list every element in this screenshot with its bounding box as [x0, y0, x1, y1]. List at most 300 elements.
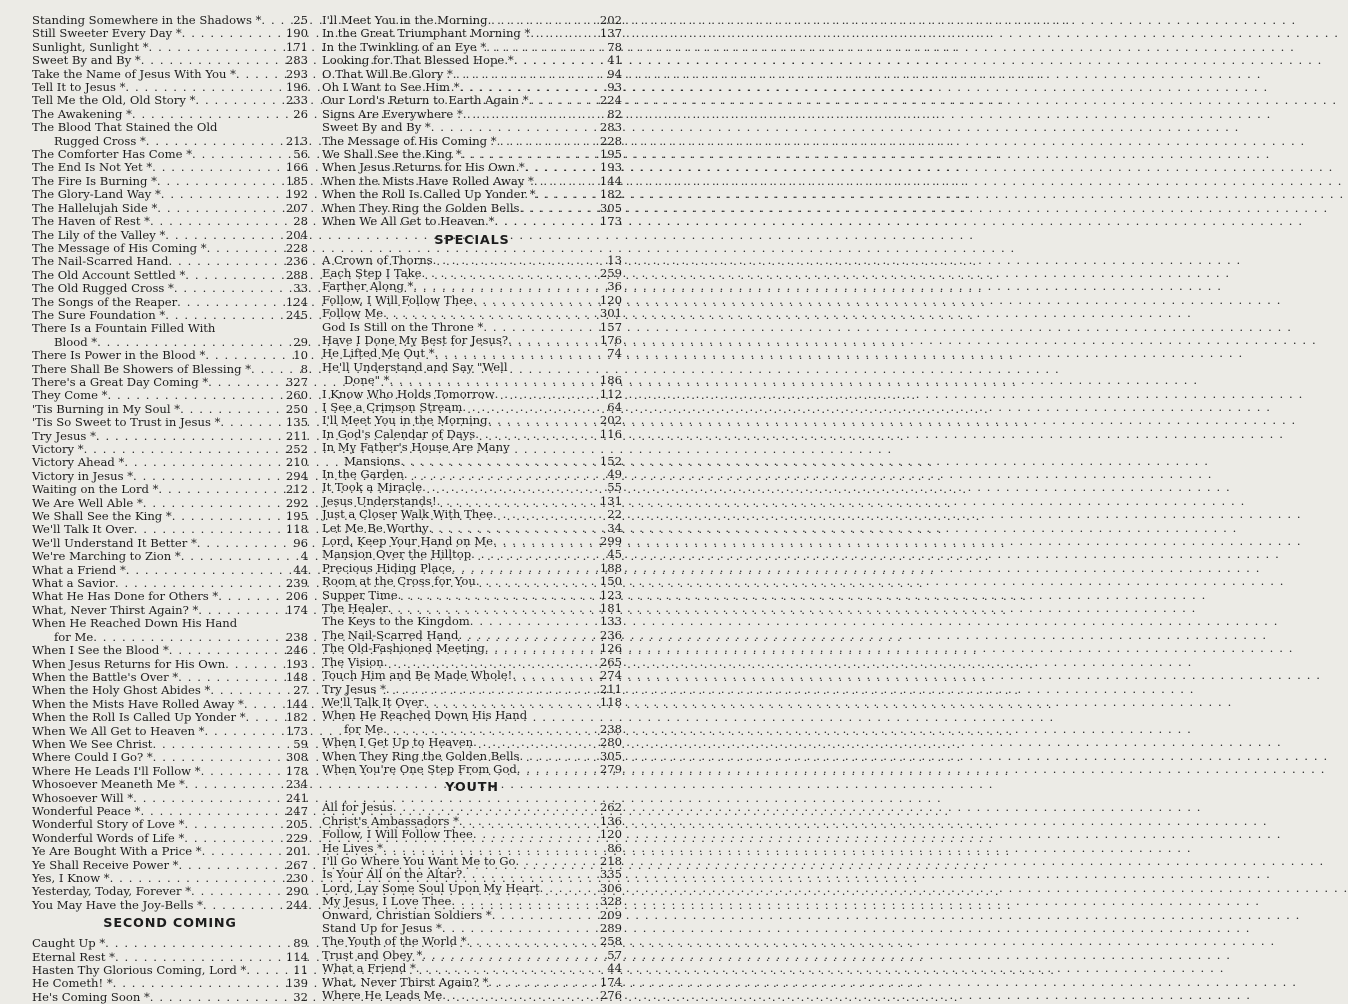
entry-page-number: 41	[607, 53, 622, 68]
leader-dots	[534, 175, 599, 188]
index-entry	[32, 805, 308, 818]
entry-title: Sweet By and By *	[322, 120, 431, 135]
entry-page-number: 247	[285, 803, 308, 818]
index-entry	[32, 899, 308, 912]
entry-title: We Are Well Able *	[32, 495, 143, 510]
leader-dots	[488, 414, 599, 427]
entry-title: We'll Talk It Over	[322, 694, 424, 709]
entry-page-number: 213	[285, 133, 308, 148]
leader-dots	[393, 801, 599, 814]
index-entry	[322, 855, 622, 868]
entry-page-number: 176	[599, 332, 622, 347]
entry-page-number: 171	[285, 39, 308, 54]
leader-dots	[536, 188, 599, 201]
leader-dots	[398, 589, 599, 602]
entry-page-number: 133	[599, 614, 622, 629]
entry-page-number: 126	[599, 641, 622, 656]
entry-title: Follow, I Will Follow Thee	[322, 292, 473, 307]
leader-dots	[389, 374, 598, 387]
entry-title: A Crown of Thorns	[322, 252, 433, 267]
entry-page-number: 328	[599, 894, 622, 909]
entry-title: Room at the Cross for You	[322, 574, 476, 589]
index-entry	[32, 296, 308, 309]
index-entry	[32, 456, 308, 469]
entry-page-number: 279	[599, 761, 622, 776]
index-entry	[32, 564, 308, 577]
index-entry	[32, 202, 308, 215]
entry-title: The Comforter Has Come *	[32, 147, 192, 162]
index-entry	[32, 832, 308, 845]
leader-dots	[185, 269, 285, 282]
index-entry	[322, 414, 622, 427]
entry-page-number: 93	[607, 80, 622, 95]
entry-page-number: 195	[599, 147, 622, 162]
entry-title: Precious Hiding Place	[322, 560, 452, 575]
entry-title: I'll Meet You in the Morning	[322, 413, 488, 428]
entry-title: He Cometh! *	[32, 976, 113, 991]
entry-title: When They Ring the Golden Bells	[322, 200, 520, 215]
leader-dots	[437, 495, 599, 508]
index-entry	[32, 54, 308, 67]
entry-page-number: 144	[599, 173, 622, 188]
leader-dots	[165, 309, 285, 322]
entry-page-number: 144	[285, 696, 308, 711]
index-entry	[32, 577, 308, 590]
index-entry	[32, 751, 308, 764]
entry-title: Hasten Thy Glorious Coming, Lord *	[32, 963, 247, 978]
index-entry	[32, 698, 308, 711]
entry-title: The Healer	[322, 601, 388, 616]
entry-title: Touch Him and Be Made Whole!	[322, 668, 513, 683]
entry-title: Where He Leads I'll Follow *	[32, 763, 201, 778]
entry-title: We'll Understand It Better *	[32, 535, 197, 550]
entry-page-number: 306	[599, 880, 622, 895]
entry-title: In God's Calendar of Days	[322, 426, 476, 441]
leader-dots	[210, 684, 292, 697]
entry-title: There Shall Be Showers of Blessing *	[32, 361, 252, 376]
entry-title: Sunlight, Sunlight *	[32, 39, 149, 54]
index-entry	[32, 94, 308, 107]
entry-title: Just a Closer Walk With Thee	[322, 507, 493, 522]
leader-dots	[178, 859, 284, 872]
leader-dots	[203, 899, 285, 912]
leader-dots	[442, 989, 599, 1002]
entry-page-number: 116	[599, 426, 622, 441]
leader-dots	[184, 832, 285, 845]
entry-title: Where Could I Go? *	[32, 750, 153, 765]
entry-title: When They Ring the Golden Bells	[322, 748, 520, 763]
entry-page-number: 201	[285, 844, 308, 859]
index-entry	[32, 818, 308, 831]
entry-page-number: 34	[607, 520, 622, 535]
entry-title: You May Have the Joy-Bells *	[32, 897, 203, 912]
index-entry	[32, 778, 308, 791]
entry-title: Eternal Rest *	[32, 949, 115, 964]
index-entry	[32, 269, 308, 282]
index-entry	[32, 389, 308, 402]
leader-dots	[152, 161, 285, 174]
entry-title: What a Friend *	[322, 961, 416, 976]
entry-title: What, Never Thirst Again? *	[322, 974, 489, 989]
index-entry	[32, 792, 308, 805]
entry-title: Yesterday, Today, Forever *	[32, 884, 191, 899]
entry-title: Christ's Ambassadors *	[322, 813, 459, 828]
entry-title: What a Savior	[32, 576, 115, 591]
index-entry	[32, 537, 308, 550]
leader-dots	[529, 94, 599, 107]
entry-title: Follow, I Will Follow Thee	[322, 827, 473, 842]
index-entry	[322, 54, 622, 67]
index-entry	[32, 349, 308, 362]
index-entry	[32, 738, 308, 751]
entry-page-number: 293	[285, 66, 308, 81]
entry-page-number: 181	[599, 601, 622, 616]
index-entry	[322, 441, 622, 468]
entry-page-number: 228	[285, 240, 308, 255]
index-entry	[32, 617, 308, 644]
entry-title: Victory in Jesus *	[32, 468, 134, 483]
entry-page-number: 166	[285, 160, 308, 175]
entry-continuation	[322, 723, 622, 736]
entry-page-number: 207	[285, 200, 308, 215]
entry-page-number: 150	[599, 574, 622, 589]
entry-page-number: 44	[607, 961, 622, 976]
entry-title: Ye Shall Receive Power *	[32, 857, 179, 872]
entry-title-continued: Mansions	[344, 453, 401, 468]
leader-dots	[180, 403, 285, 416]
index-entry	[322, 895, 622, 908]
entry-page-number: 82	[607, 106, 622, 121]
leader-dots	[261, 14, 292, 27]
entry-title: When the Battle's Over *	[32, 669, 179, 684]
entry-title: The Old Account Settled *	[32, 267, 186, 282]
entry-page-number: 218	[599, 853, 622, 868]
youth-list	[322, 801, 622, 1002]
entry-title: 'Tis Burning in My Soul *	[32, 401, 181, 416]
leader-dots	[433, 254, 607, 267]
index-entry	[322, 481, 622, 494]
entry-title: Where He Leads Me	[322, 988, 443, 1003]
leader-dots	[134, 523, 285, 536]
entry-page-number: 244	[285, 897, 308, 912]
entry-title: The Nail-Scarred Hand	[32, 254, 169, 269]
entry-page-number: 139	[285, 976, 308, 991]
leader-dots	[146, 135, 285, 148]
entry-page-number: 27	[293, 683, 308, 698]
leader-dots	[133, 792, 285, 805]
entry-page-number: 212	[285, 482, 308, 497]
index-entry	[322, 842, 622, 855]
index-entry	[322, 334, 622, 347]
entry-page-number: 136	[599, 813, 622, 828]
index-entry	[322, 535, 622, 548]
entry-page-number: 89	[293, 936, 308, 951]
entry-title: Victory Ahead *	[32, 455, 125, 470]
index-entry	[32, 711, 308, 724]
entry-title: When We See Christ	[32, 736, 153, 751]
entry-title: The Youth of the World *	[322, 934, 467, 949]
entry-page-number: 195	[285, 509, 308, 524]
leader-dots	[462, 148, 599, 161]
index-entry	[322, 280, 622, 293]
entry-title: What a Friend *	[32, 562, 126, 577]
entry-title: Take the Name of Jesus With You *	[32, 66, 236, 81]
leader-dots	[218, 590, 285, 603]
index-entry	[32, 322, 308, 349]
leader-dots	[143, 497, 285, 510]
index-entry	[32, 376, 308, 389]
leader-dots	[208, 376, 285, 389]
entry-title: Wonderful Words of Life *	[32, 830, 185, 845]
index-entry	[322, 589, 622, 602]
entry-title-continued: Done" *	[344, 373, 390, 388]
entry-page-number: 236	[285, 254, 308, 269]
entry-page-number: 152	[599, 453, 622, 468]
leader-dots	[149, 41, 285, 54]
leader-dots	[383, 842, 606, 855]
entry-page-number: 157	[599, 319, 622, 334]
entry-title: Ye Are Bought With a Price *	[32, 844, 202, 859]
entry-page-number: 118	[599, 694, 622, 709]
index-entry	[32, 872, 308, 885]
entry-page-number: 64	[607, 399, 622, 414]
entry-page-number: 280	[599, 735, 622, 750]
entry-title: The Haven of Rest *	[32, 214, 150, 229]
entry-continuation	[322, 455, 622, 468]
hymn-index-page	[0, 0, 640, 1004]
leader-dots	[483, 321, 599, 334]
leader-dots	[467, 935, 599, 948]
leader-dots	[517, 763, 599, 776]
index-entry	[32, 951, 308, 964]
entry-title: The Vision	[322, 654, 384, 669]
leader-dots	[150, 991, 292, 1004]
leader-dots	[400, 455, 599, 468]
entry-title: Try Jesus *	[32, 428, 96, 443]
entry-title: Mansion Over the Hilltop	[322, 547, 472, 562]
leader-dots	[516, 855, 599, 868]
index-entry	[322, 709, 622, 736]
index-entry	[322, 935, 622, 948]
entry-page-number: 57	[607, 947, 622, 962]
entry-continuation	[32, 631, 308, 644]
entry-title: When I See the Blood *	[32, 643, 169, 658]
leader-dots	[207, 242, 285, 255]
leader-dots	[460, 81, 607, 94]
entry-title: I Know Who Holds Tomorrow	[322, 386, 495, 401]
leader-dots	[125, 81, 284, 94]
index-entry	[32, 644, 308, 657]
leader-dots	[497, 135, 599, 148]
entry-page-number: 94	[607, 66, 622, 81]
index-column-right	[322, 13, 622, 1003]
leader-dots	[458, 629, 598, 642]
index-entry	[32, 470, 308, 483]
entry-page-number: 234	[285, 777, 308, 792]
entry-title: The Nail-Scarred Hand	[322, 627, 459, 642]
index-entry	[322, 361, 622, 388]
entry-title: I'll Go Where You Want Me to Go	[322, 853, 516, 868]
leader-dots	[476, 575, 599, 588]
leader-dots	[459, 815, 599, 828]
entry-page-number: 229	[285, 830, 308, 845]
entry-title: The Glory-Land Way *	[32, 187, 161, 202]
alphabetical-index-list	[32, 14, 308, 912]
entry-title: Our Lord's Return to Earth Again *	[322, 93, 529, 108]
entry-page-number: 289	[599, 921, 622, 935]
entry-title: When Jesus Returns for His Own *	[322, 160, 525, 175]
index-entry	[322, 962, 622, 975]
leader-dots	[442, 922, 599, 935]
entry-page-number: 44	[293, 562, 308, 577]
entry-title: Lord, Lay Some Soul Upon My Heart	[322, 880, 540, 895]
index-entry	[32, 859, 308, 872]
entry-title: The Message of His Coming *	[322, 133, 497, 148]
index-entry	[32, 725, 308, 738]
entry-page-number: 178	[285, 763, 308, 778]
entry-title: When the Holy Ghost Abides *	[32, 683, 211, 698]
entry-page-number: 28	[293, 214, 308, 229]
entry-page-number: 252	[285, 442, 308, 456]
entry-page-number: 29	[293, 334, 308, 349]
index-entry	[32, 658, 308, 671]
entry-page-number: 294	[285, 468, 308, 483]
index-column-left	[32, 13, 308, 1004]
leader-dots	[115, 951, 285, 964]
entry-title: Signs Are Everywhere *	[322, 106, 463, 121]
entry-page-number: 26	[293, 106, 308, 121]
leader-dots	[422, 949, 606, 962]
index-entry	[32, 590, 308, 603]
index-entry	[322, 148, 622, 161]
entry-page-number: 238	[599, 721, 622, 736]
entry-page-number: 193	[285, 656, 308, 671]
entry-page-number: 206	[285, 589, 308, 604]
index-entry	[322, 868, 622, 881]
leader-dots	[493, 508, 606, 521]
entry-title: We Shall See the King *	[32, 509, 172, 524]
leader-dots	[451, 895, 599, 908]
index-entry	[32, 684, 308, 697]
entry-continuation	[322, 374, 622, 387]
leader-dots	[97, 336, 292, 349]
index-entry	[32, 363, 308, 376]
leader-dots	[473, 294, 599, 307]
leader-dots	[488, 14, 599, 27]
entry-page-number: 74	[607, 346, 622, 361]
index-entry	[322, 94, 622, 107]
leader-dots	[158, 483, 284, 496]
leader-dots	[198, 604, 285, 617]
leader-dots	[383, 307, 599, 320]
entry-page-number: 327	[285, 374, 308, 389]
entry-title: The Hallelujah Side *	[32, 200, 158, 215]
leader-dots	[195, 94, 284, 107]
index-entry	[322, 175, 622, 188]
leader-dots	[93, 631, 285, 644]
index-entry	[322, 428, 622, 441]
entry-page-number: 210	[285, 455, 308, 470]
entry-page-number: 190	[285, 26, 308, 41]
index-entry	[322, 495, 622, 508]
leader-dots	[413, 280, 606, 293]
entry-title: In the Great Triumphant Morning *	[322, 26, 531, 41]
leader-dots	[473, 736, 599, 749]
entry-page-number: 246	[285, 643, 308, 658]
index-entry	[322, 562, 622, 575]
entry-title: The Old-Fashioned Meeting	[322, 641, 485, 656]
entry-page-number: 25	[293, 13, 308, 27]
entry-title: The Songs of the Reaper	[32, 294, 178, 309]
entry-title: There's a Great Day Coming *	[32, 374, 209, 389]
index-entry	[322, 575, 622, 588]
entry-title-continued: Blood *	[54, 334, 98, 349]
entry-title: The Sure Foundation *	[32, 307, 166, 322]
entry-page-number: 283	[599, 120, 622, 135]
entry-page-number: 188	[599, 560, 622, 575]
index-entry	[322, 976, 622, 989]
entry-page-number: 33	[293, 281, 308, 296]
index-entry	[32, 242, 308, 255]
entry-title: The Old Rugged Cross *	[32, 281, 174, 296]
entry-page-number: 202	[599, 413, 622, 428]
index-entry	[322, 267, 622, 280]
entry-page-number: 274	[599, 668, 622, 683]
entry-page-number: 211	[599, 681, 622, 696]
leader-dots	[124, 456, 285, 469]
index-entry	[32, 765, 308, 778]
index-entry	[322, 121, 622, 134]
index-entry	[322, 294, 622, 307]
entry-title: When the Mists Have Rolled Away *	[322, 173, 534, 188]
entry-page-number: 236	[599, 627, 622, 642]
index-entry	[322, 188, 622, 201]
entry-page-number: 308	[285, 750, 308, 765]
leader-dots	[141, 54, 285, 67]
index-entry	[32, 148, 308, 161]
leader-dots	[246, 711, 285, 724]
leader-dots	[220, 416, 284, 429]
entry-page-number: 260	[285, 388, 308, 403]
leader-dots	[169, 644, 285, 657]
entry-title: All for Jesus	[322, 800, 393, 815]
leader-dots	[486, 41, 606, 54]
entry-page-number: 182	[599, 187, 622, 202]
leader-dots	[514, 54, 607, 67]
entry-title: When You're One Step From God	[322, 761, 517, 776]
entry-page-number: 305	[599, 748, 622, 763]
index-entry	[32, 403, 308, 416]
index-entry	[322, 801, 622, 814]
entry-title: Follow Me	[322, 306, 384, 321]
entry-title: They Come *	[32, 388, 108, 403]
entry-title: Trust and Obey *	[322, 947, 423, 962]
index-entry	[322, 14, 622, 27]
index-entry	[32, 188, 308, 201]
leader-dots	[463, 108, 606, 121]
index-entry	[32, 523, 308, 536]
leader-dots	[182, 27, 285, 40]
entry-page-number: 192	[285, 187, 308, 202]
index-entry	[32, 68, 308, 81]
entry-title: The Awakening *	[32, 106, 132, 121]
index-entry	[32, 430, 308, 443]
entry-title: I See a Crimson Stream	[322, 399, 463, 414]
entry-title: What, Never Thirst Again? *	[32, 602, 199, 617]
entry-title: Lord, Keep Your Hand on Me	[322, 534, 493, 549]
index-entry	[32, 416, 308, 429]
entry-page-number: 36	[607, 279, 622, 294]
